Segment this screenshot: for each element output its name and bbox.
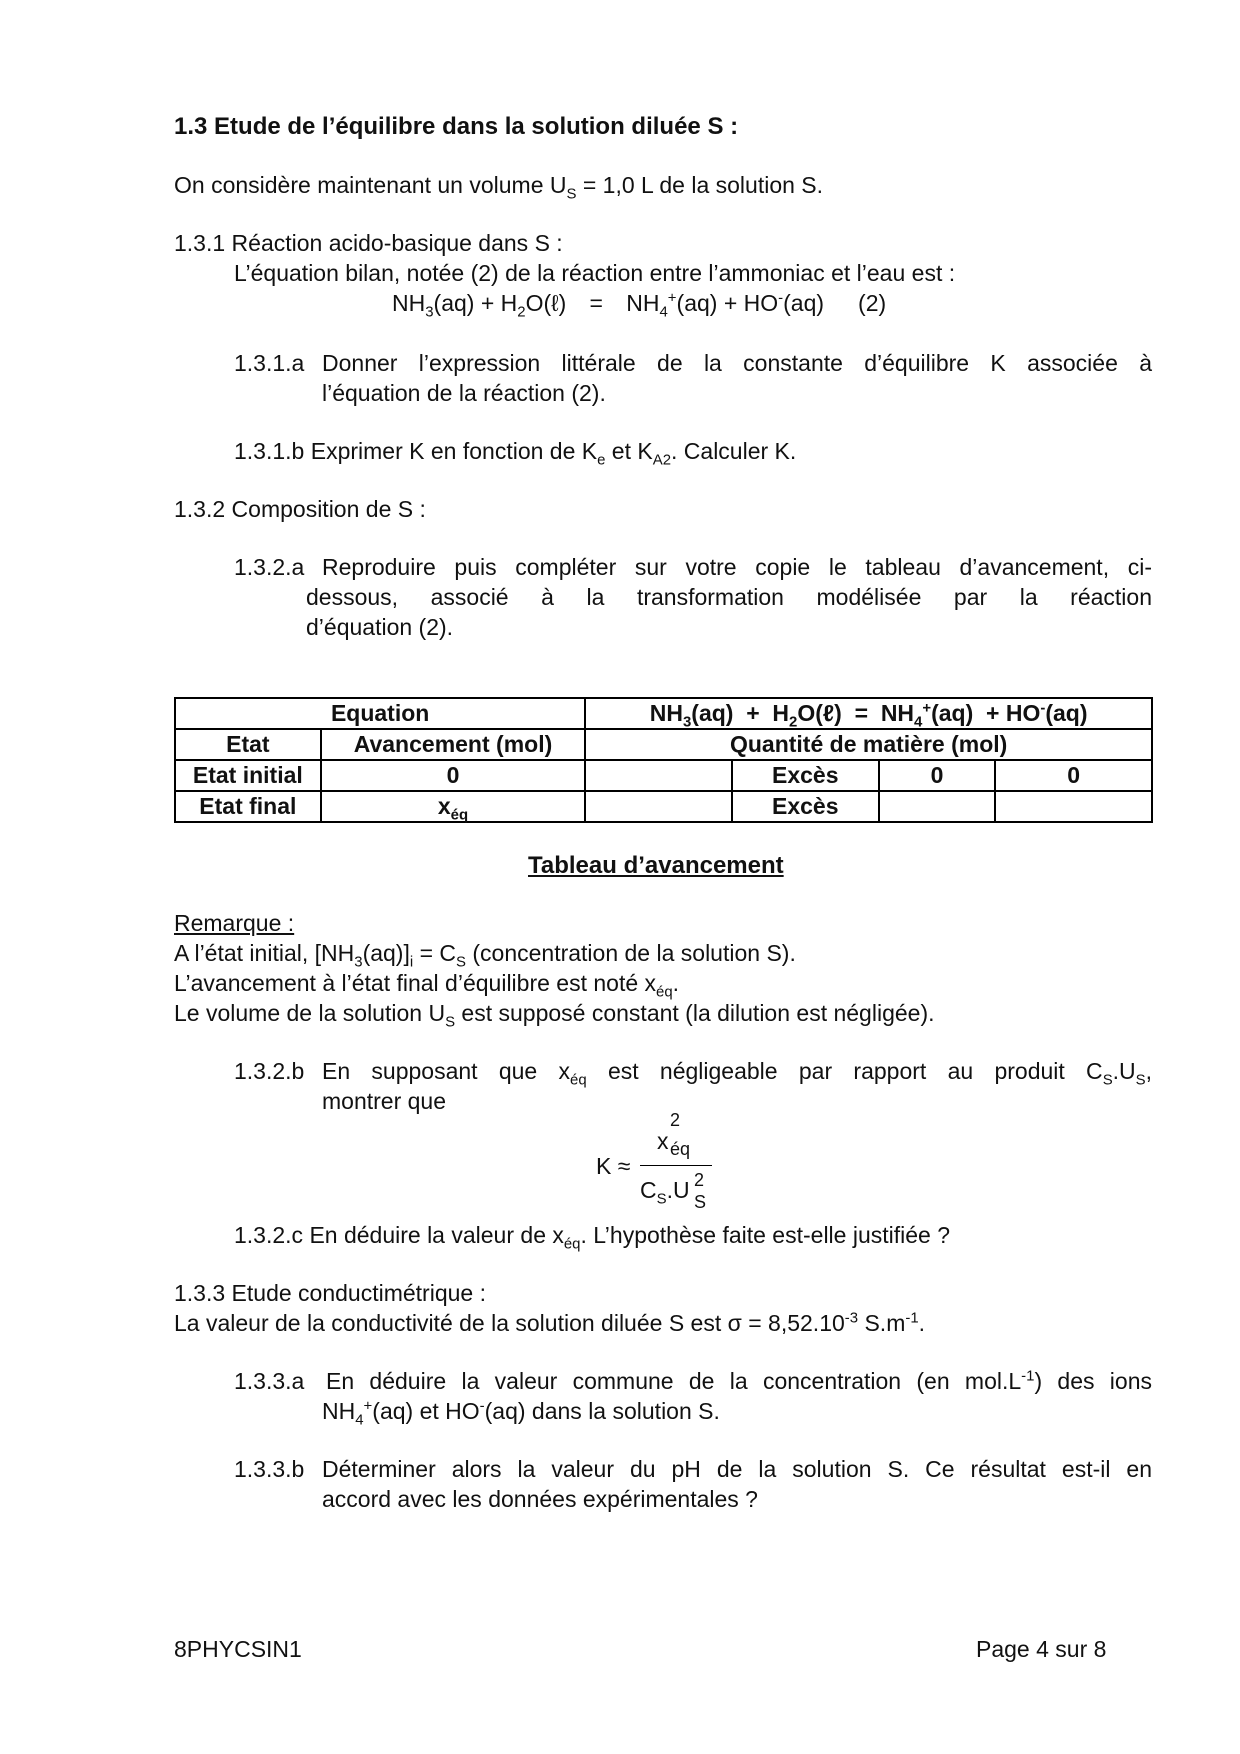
eq-sub-3: 3: [425, 303, 434, 321]
rem1-g: (concentration de la solution S).: [465, 940, 796, 966]
eq-aq3: (aq): [783, 290, 825, 316]
eq-sup-plus: +: [667, 289, 677, 307]
table-cell-final-h2o: Excès: [732, 791, 879, 822]
eq-aq1: (aq) + H: [433, 290, 518, 316]
q132b-line1: [322, 1058, 1153, 1089]
q131-equation: [392, 289, 887, 321]
q133a-l2e: -: [479, 1397, 485, 1415]
q133-a: La valeur de la conductivité de la solution diluée S est σ = 8,52.10: [174, 1310, 845, 1336]
table-cell-initial-h2o: Excès: [732, 760, 879, 791]
teq-aq3: (aq): [1045, 700, 1088, 726]
teq-sup-minus: -: [1040, 699, 1046, 717]
table-equation: [585, 698, 1152, 729]
q132c-s1: éq: [563, 1235, 581, 1253]
table-cell-final-nh3: [585, 791, 732, 822]
q131b-text1: Exprimer K en fonction de K: [310, 438, 598, 464]
table-cell-initial-nh3: [585, 760, 732, 791]
q132a-number: 1.3.2.a: [234, 554, 305, 580]
teq-sub-2: 2: [789, 713, 798, 731]
q132b-s3: S: [1135, 1071, 1146, 1089]
table-header-quantite: Quantité de matière (mol): [585, 729, 1152, 760]
q131b-sub2: A2: [652, 451, 672, 469]
remarque-title: Remarque :: [174, 910, 295, 936]
q131b-text2: et K: [605, 438, 653, 464]
q133a-number: 1.3.3.a: [234, 1368, 305, 1394]
q133a-l2c: +: [363, 1397, 373, 1415]
teq-sub-3: 3: [682, 713, 692, 731]
q133-heading: 1.3.3 Etude conductimétrique :: [174, 1280, 486, 1306]
q131-heading: 1.3.1 Réaction acido-basique dans S :: [174, 230, 563, 256]
q131b-sub1: e: [597, 451, 606, 469]
footer-code: 8PHYCSIN1: [174, 1636, 302, 1662]
rem1-c: (aq)]: [362, 940, 410, 966]
table-cell-final-nh4: [879, 791, 996, 822]
table-cell-initial-ho: 0: [995, 760, 1152, 791]
eq-sub-2: 2: [517, 303, 526, 321]
rem2-c: .: [672, 970, 680, 996]
q131-line: L’équation bilan, notée (2) de la réaction entre l’ammoniac et l’eau est :: [234, 260, 956, 286]
q131b-line: [234, 438, 797, 469]
q133-d: -1: [905, 1309, 919, 1327]
q132c-t1: En déduire la valeur de x: [309, 1222, 564, 1248]
remarque-line3: [174, 1000, 935, 1031]
table-header-avancement: Avancement (mol): [321, 729, 586, 760]
q132b-t1: En supposant que x: [322, 1058, 571, 1084]
q132c-number: 1.3.2.c: [234, 1222, 304, 1248]
teq-sign: =: [841, 700, 881, 726]
footer-page: Page 4 sur 8: [976, 1636, 1107, 1662]
rem1-d: i: [409, 953, 414, 971]
teq-aq1: (aq) + H: [691, 700, 790, 726]
rem3-a: Le volume de la solution U: [174, 1000, 446, 1026]
eq-label: (2): [858, 290, 887, 316]
q132b-number: 1.3.2.b: [234, 1058, 305, 1084]
eq-oliq: O(ℓ): [525, 290, 567, 316]
eq-sign: =: [589, 290, 603, 316]
q133-e: .: [918, 1310, 926, 1336]
formula-x: x: [657, 1128, 669, 1154]
table-equation-label: Equation: [175, 698, 585, 729]
intro-text-a: On considère maintenant un volume U: [174, 172, 567, 198]
formula-sub: éq: [670, 1139, 691, 1159]
table-cell-final-ho: [995, 791, 1152, 822]
table-row-header: [175, 729, 1152, 760]
q132-heading: 1.3.2 Composition de S :: [174, 496, 426, 522]
section-title: 1.3 Etude de l’équilibre dans la solution diluée S :: [174, 113, 739, 140]
rem1-b: 3: [354, 953, 363, 971]
formula-numerator: [657, 1128, 669, 1155]
q132a-line1: Reproduire puis compléter sur votre copie le tableau d’avancement, ci-: [322, 554, 1152, 580]
final-x-sub: éq: [450, 806, 469, 824]
intro-line: [174, 172, 824, 203]
remarque-line1: [174, 940, 796, 971]
q133a-t2: ) des ions: [1034, 1368, 1152, 1394]
intro-sub: S: [566, 185, 577, 203]
table-cell-final-label: Etat final: [175, 791, 321, 822]
q133a-l2b: 4: [355, 1411, 364, 1429]
q133b-line1: Déterminer alors la valeur du pH de la solution S. Ce résultat est-il en: [322, 1456, 1152, 1482]
remarque-line2: [174, 970, 680, 1001]
table-cell-initial-avancement: 0: [321, 760, 586, 791]
rem2-b: éq: [656, 983, 673, 1001]
table-cell-final-avancement: [321, 791, 586, 822]
table-row-initial: [175, 760, 1152, 791]
q131a-line2: l’équation de la réaction (2).: [322, 380, 606, 406]
q132c-t2: . L’hypothèse faite est-elle justifiée ?: [580, 1222, 951, 1248]
eq-aq2: (aq): [676, 290, 718, 316]
final-x: x: [437, 793, 451, 819]
eq-sup-minus: -: [778, 289, 784, 307]
q133-b: -3: [844, 1309, 859, 1327]
teq-nh4: NH: [880, 700, 915, 726]
rem1-a: A l’état initial, [NH: [174, 940, 355, 966]
table-caption: Tableau d’avancement: [528, 852, 784, 879]
q132b-t4: ,: [1145, 1058, 1153, 1084]
q133a-line2: [322, 1397, 720, 1429]
intro-text-c: = 1,0 L de la solution S.: [576, 172, 824, 198]
formula-u: .U: [666, 1177, 690, 1203]
eq-nh: NH: [392, 290, 426, 316]
q132a-line2: dessous, associé à la transformation modélisée par la réaction: [306, 584, 1152, 610]
q132c-line: [234, 1222, 951, 1253]
formula-denominator: [640, 1177, 690, 1208]
q133a-t1: En déduire la valeur commune de la concentration (en mol.L: [326, 1368, 1022, 1394]
formula-cs: S: [656, 1190, 667, 1208]
q133a-l2d: (aq) et HO: [372, 1398, 480, 1424]
rem3-b: S: [445, 1013, 456, 1031]
teq-oliq: O(ℓ): [797, 700, 842, 726]
eq-nh4: NH: [626, 290, 660, 316]
teq-aq2: (aq) + HO: [931, 700, 1041, 726]
table-row-equation: [175, 698, 1152, 729]
q133b-number: 1.3.3.b: [234, 1456, 305, 1482]
q131b-number: 1.3.1.b: [234, 438, 305, 464]
advancement-table: [174, 697, 1153, 823]
q133a-l2a: NH: [322, 1398, 356, 1424]
teq-nh: NH: [649, 700, 683, 726]
q131a-line1: Donner l’expression littérale de la constante d’équilibre K associée à: [322, 350, 1152, 376]
rem3-c: est supposé constant (la dilution est négligée).: [455, 1000, 935, 1026]
table-cell-initial-label: Etat initial: [175, 760, 321, 791]
formula-c: C: [640, 1177, 657, 1203]
q133a-l2f: (aq) dans la solution S.: [484, 1398, 720, 1424]
eq-ho: + HO: [717, 290, 779, 316]
table-row-final: [175, 791, 1152, 822]
q133-c: S.m: [858, 1310, 906, 1336]
teq-sub-4: 4: [914, 713, 923, 731]
q133-line: [174, 1310, 925, 1337]
rem1-f: S: [456, 953, 466, 971]
q132a-line3: d’équation (2).: [306, 614, 454, 640]
rem1-e: = C: [413, 940, 457, 966]
q132b-s2: S: [1102, 1071, 1113, 1089]
eq-sub-4: 4: [659, 303, 668, 321]
q132b-t3: .U: [1112, 1058, 1136, 1084]
formula-k: [596, 1110, 746, 1215]
q132b-line2: montrer que: [322, 1088, 447, 1114]
table-header-etat: Etat: [175, 729, 321, 760]
q131a-number: 1.3.1.a: [234, 350, 305, 376]
formula-uexp: 2: [694, 1170, 705, 1190]
q132b-t2: est négligeable par rapport au produit C: [607, 1058, 1103, 1084]
q133a-line1: [326, 1368, 1152, 1395]
formula-us: S: [694, 1192, 707, 1212]
q133a-s1: -1: [1021, 1367, 1035, 1385]
q131b-text3: . Calculer K.: [671, 438, 797, 464]
formula-exp: 2: [670, 1110, 681, 1130]
q132b-s1: éq: [570, 1071, 587, 1089]
rem2-a: L’avancement à l’état final d’équilibre est noté x: [174, 970, 657, 996]
formula-k-label: K ≈: [596, 1153, 631, 1179]
teq-sup-plus: +: [922, 699, 932, 717]
table-cell-initial-nh4: 0: [879, 760, 996, 791]
fraction-bar: [640, 1165, 712, 1166]
q133b-line2: accord avec les données expérimentales ?: [322, 1486, 758, 1512]
